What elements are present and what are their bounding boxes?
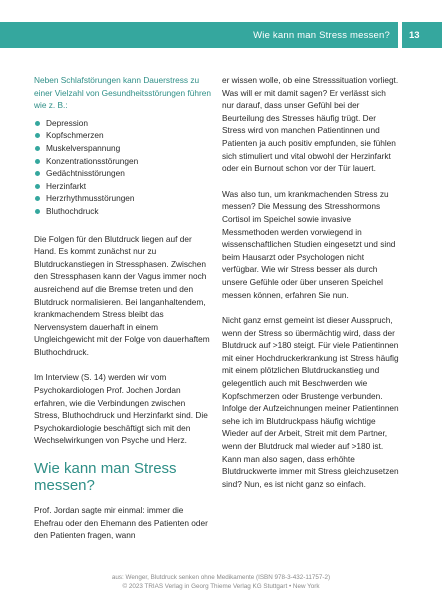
footer-publisher: © 2023 TRIAS Verlag in Georg Thieme Verlag KG Stuttgart • New York <box>122 582 320 590</box>
footer-source: aus: Wenger, Blutdruck senken ohne Medikamente (ISBN 978-3-432-11757-2) <box>111 574 331 581</box>
list-item: Depression <box>34 117 212 130</box>
list-item: Muskelverspannung <box>34 142 212 155</box>
list-item: Herzrhythmusstörungen <box>34 192 212 205</box>
body-paragraph: Was also tun, um krankmachenden Stress zu messen? Die Messung des Stresshormons Cortisol im Speichel sowie invasive Messmethoden werden vorwiegend in wissenschaftlichen Studien eingesetzt und sind beim Hausarzt oder Psychologen nicht verfügbar. Wie wir Stress besser als durch unsere Gefühle oder über unseren Speichel messen können, erfahren Sie nun. <box>222 188 396 300</box>
header-bar <box>0 22 398 48</box>
body-paragraph: Die Folgen für den Blutdruck liegen auf der Hand. Es kommt zunächst nur zu Blutdruckanstiegen in Stressphasen. Zwischen den Stressphasen kann der Vagus immer noch ausreichend auf die Bremse treten und den Blutdruck normalisieren. Bei langanhaltendem, krankmachendem Stress bleibt das Nervensystem dauerhaft in einem Ungleichgewicht mit der Folge von dauerhaftem Bluthochdruck. <box>34 233 210 357</box>
body-paragraph: Nicht ganz ernst gemeint ist dieser Ausspruch, wenn der Stress so übermächtig wird, dass der Blutdruck auf >180 steigt. Für viele Patientinnen mit einer Hochdruckerkrankung ist Stress häufig mit einem plötzlichen Blutdruckanstieg und gelegentlich auch mit Beschwerden wie Kopfschmerzen oder Brustenge verbunden. Infolge der Aufzeichnungen meiner Patientinnen sehe ich im Blutdruckpass häufig wichtige Wieder auf der Arbeit, Streit mit dem Partner, wenn der Blutdruck mal wieder auf >180 ist. Kann man also sagen, dass erhöhte Blutdruckwerte immer mit Stress gleichzusetzen sind? Nun, es ist nicht ganz so einfach. <box>222 315 399 489</box>
list-item: Konzentrationsstörungen <box>34 155 212 168</box>
page-number: 13 <box>402 22 442 48</box>
running-header-title: Wie kann man Stress messen? <box>253 29 390 41</box>
left-column <box>34 74 212 555</box>
list-item: Bluthochdruck <box>34 205 212 218</box>
symptom-list <box>34 117 212 218</box>
list-item: Herzinfarkt <box>34 180 212 193</box>
body-paragraph: er wissen wolle, ob eine Stresssituation vorliegt. Was will er mit damit sagen? Er verlässt sich nur darauf, dass unser Gefühl bei der Beurteilung des Stresses häufig trügt. Der Stress wird von manchen Patientinnen und Patienten ja auch positiv empfunden, sie fühlen sich stimuliert und vital obwohl der Herzinfarkt oder ein Burnout schon vor der Tür lauert. <box>222 75 399 174</box>
intro-text: Neben Schlafstörungen kann Dauerstress zu einer Vielzahl von Gesundheitsstörungen führen wie z. B.: <box>34 75 211 111</box>
body-paragraph: Im Interview (S. 14) werden wir vom Psychokardiologen Prof. Jochen Jordan erfahren, wie die Verbindungen zwischen Stress, Bluthochdruck und Herzinfarkt sind. Die Psychokardiologie beschäftigt sich mit den Wechselwirkungen von Psyche und Herz. <box>34 372 208 446</box>
list-item: Kopfschmerzen <box>34 129 212 142</box>
body-paragraph: Prof. Jordan sagte mir einmal: immer die Ehefrau oder den Ehemann des Patienten oder den Patienten fragen, wann <box>34 505 208 541</box>
section-heading: Wie kann man Stress messen? <box>34 460 177 495</box>
list-item: Gedächtnisstörungen <box>34 167 212 180</box>
right-column <box>222 74 400 503</box>
footer-copyright <box>0 574 442 591</box>
